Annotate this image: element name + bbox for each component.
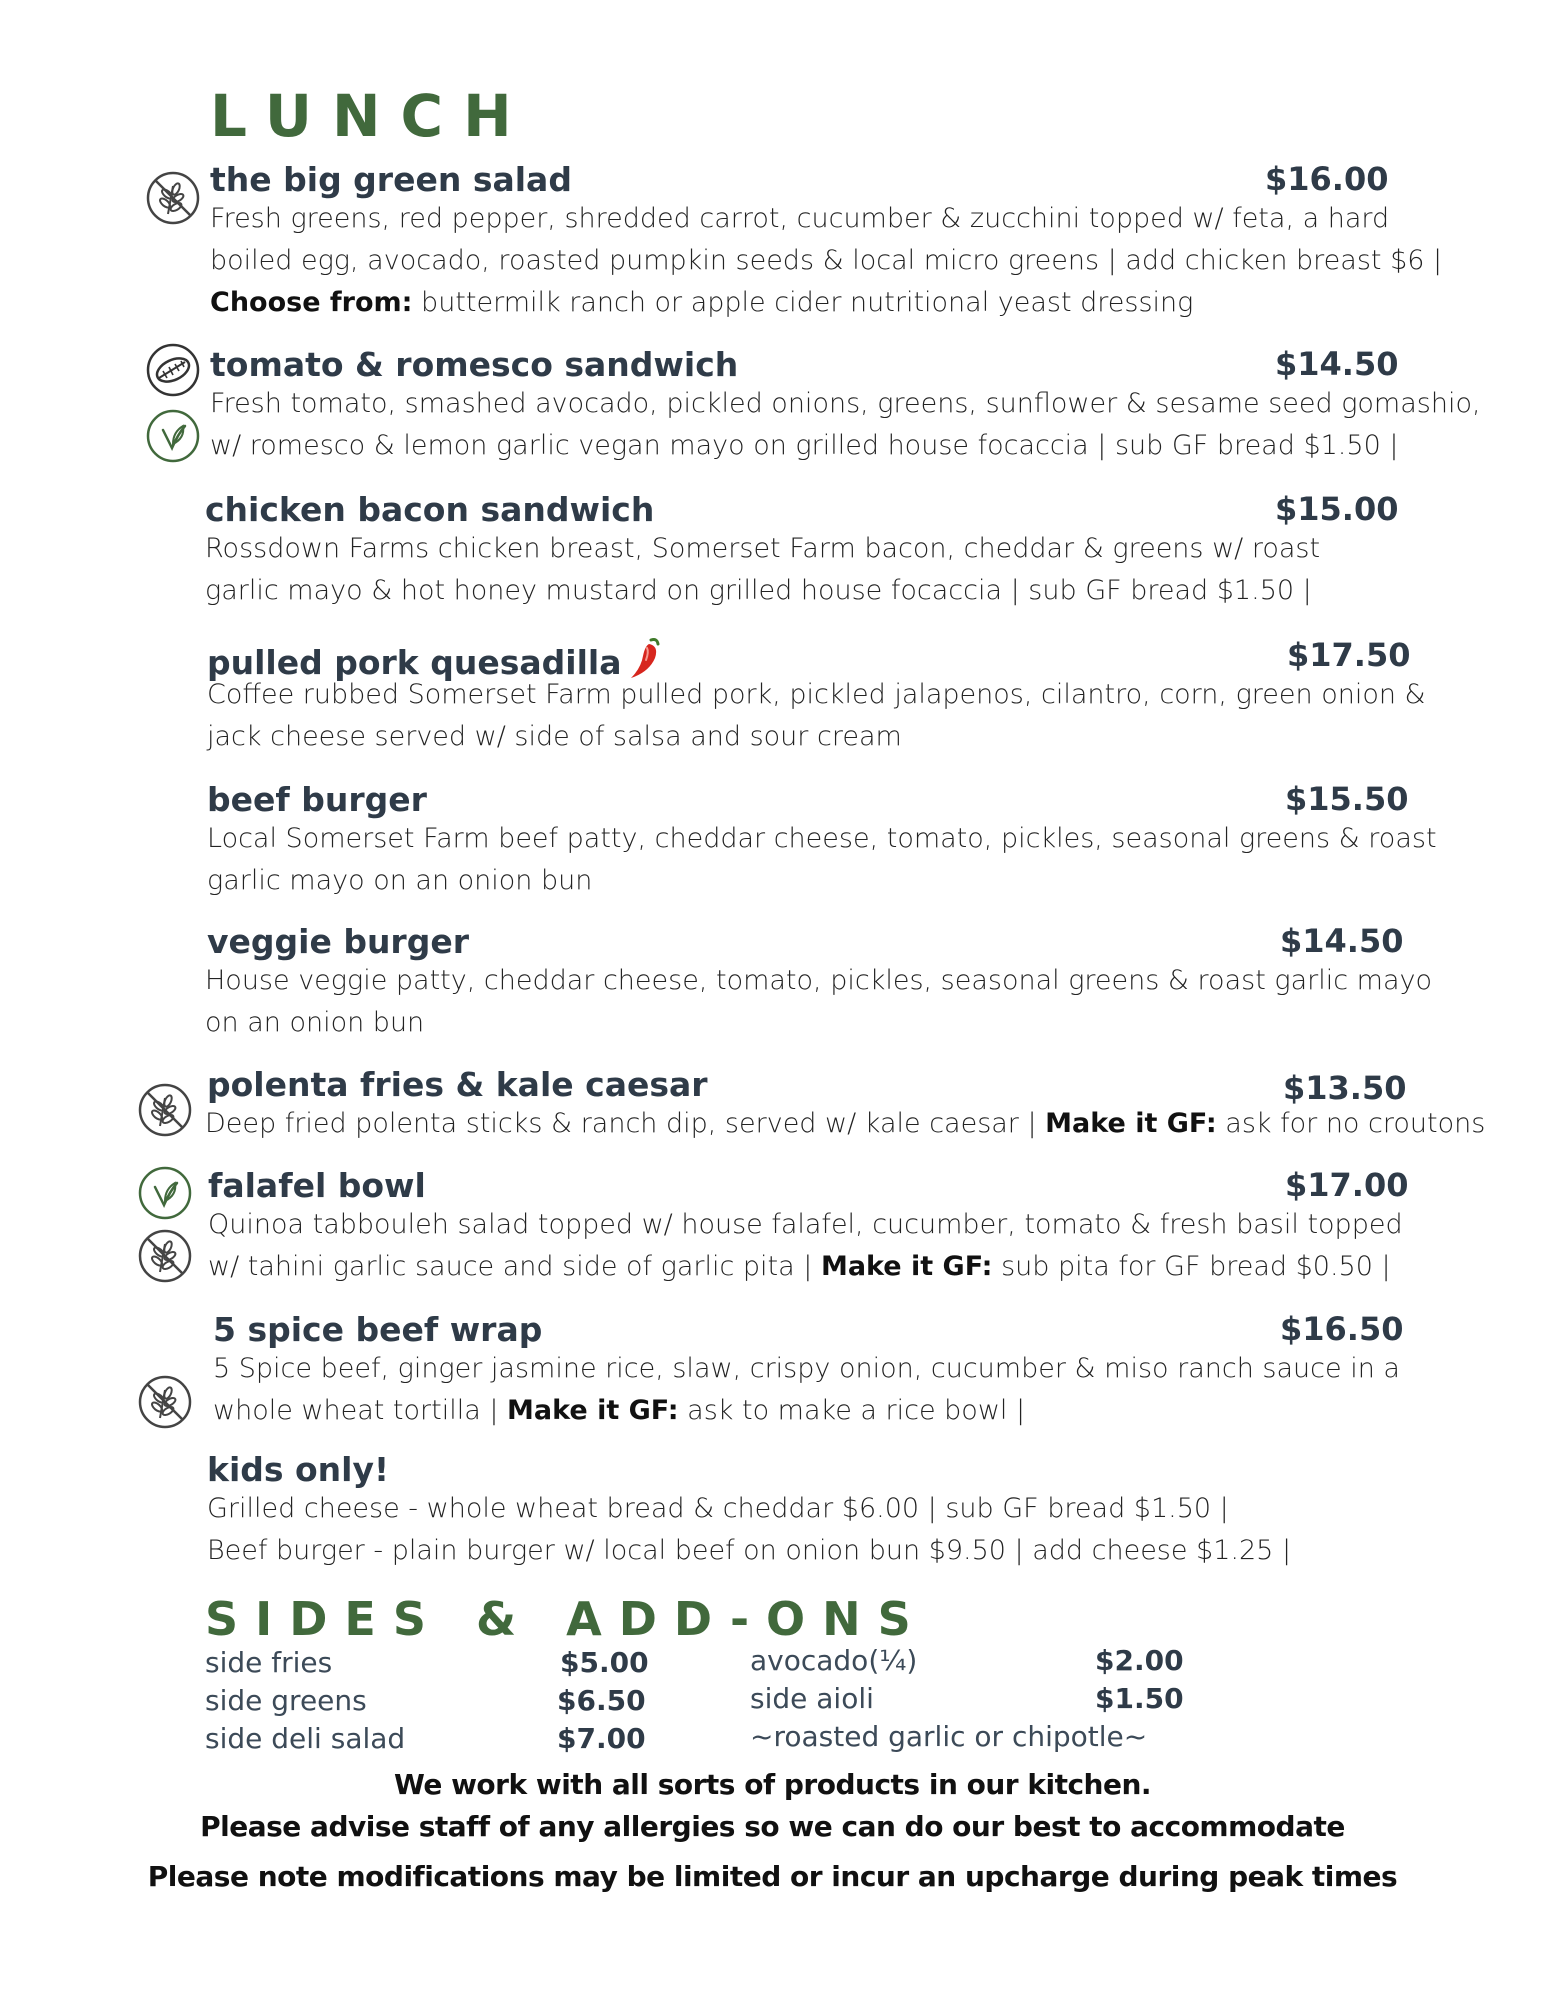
- item-desc-line: 5 Spice beef, ginger jasmine rice, slaw, crispy onion, cucumber & miso ranch sauce in a: [213, 1353, 1400, 1384]
- item-desc-line: whole wheat tortilla |: [213, 1395, 508, 1426]
- item-desc-line: Fresh greens, red pepper, shredded carrot, cucumber & zucchini topped w/ feta, a hard: [210, 203, 1390, 234]
- item-desc-line: garlic mayo on an onion bun: [207, 865, 593, 896]
- make-it-gf-label: Make it GF:: [1045, 1108, 1217, 1139]
- dressing-options: buttermilk ranch or apple cider nutritional yeast dressing: [412, 287, 1194, 318]
- make-it-gf-label: Make it GF:: [820, 1251, 993, 1282]
- item-desc-line: garlic mayo & hot honey mustard on grilled house focaccia | sub GF bread $1.50 |: [205, 575, 1312, 606]
- side-item: [205, 1646, 649, 1679]
- item-title: 5 spice beef wrap: [213, 1310, 543, 1349]
- choose-from-label: Choose from:: [210, 287, 413, 318]
- item-price: $17.50: [1287, 636, 1411, 674]
- item-desc-line: Fresh tomato, smashed avocado, pickled onions, greens, sunflower & sesame seed gomashio,: [210, 388, 1481, 419]
- menu-item-pulled-pork-quesadilla: [207, 636, 1426, 758]
- item-desc-line: w/ romesco & lemon garlic vegan mayo on grilled house focaccia | sub GF bread $1.50 |: [210, 430, 1399, 461]
- item-title: chicken bacon sandwich: [205, 490, 655, 529]
- side-item: [205, 1684, 646, 1717]
- side-name: avocado(¼): [750, 1644, 918, 1677]
- item-title: polenta fries & kale caesar: [207, 1065, 708, 1104]
- item-title: veggie burger: [207, 922, 469, 961]
- menu-item-tomato-romesco: [210, 345, 1481, 467]
- menu-item-chicken-bacon: [205, 490, 1399, 612]
- side-price: $6.50: [557, 1684, 646, 1717]
- side-name: side aioli: [750, 1682, 874, 1715]
- menu-item-veggie-burger: [205, 922, 1432, 1044]
- item-desc-line: on an onion bun: [205, 1007, 425, 1038]
- vegan-icon: [145, 408, 201, 464]
- item-desc-line: w/ tahini garlic sauce and side of garlic pita |: [208, 1251, 821, 1282]
- sides-heading: SIDES & ADD-ONS: [205, 1592, 928, 1646]
- menu-item-kids-only: [207, 1450, 1397, 1572]
- gluten-free-icon: [137, 1082, 193, 1138]
- side-item: [750, 1644, 1184, 1677]
- side-name: ~roasted garlic or chipotle~: [750, 1720, 1148, 1753]
- spicy-pepper-icon: [627, 636, 663, 680]
- item-title: beef burger: [207, 780, 427, 819]
- menu-item-big-green-salad: [210, 160, 1443, 324]
- item-desc-line: Coffee rubbed Somerset Farm pulled pork, pickled jalapenos, cilantro, corn, green onion &: [207, 679, 1426, 710]
- item-title: the big green salad: [210, 160, 572, 199]
- item-price: $15.00: [1275, 490, 1399, 528]
- item-desc-line: Beef burger - plain burger w/ local beef on onion bun $9.50 | add cheese $1.25 |: [207, 1535, 1292, 1566]
- gf-note: sub pita for GF bread $0.50 |: [992, 1251, 1391, 1282]
- side-price: $2.00: [1095, 1644, 1184, 1677]
- item-desc-line: jack cheese served w/ side of salsa and sour cream: [207, 721, 902, 752]
- side-name: side deli salad: [205, 1722, 406, 1755]
- item-title: falafel bowl: [208, 1166, 426, 1205]
- side-price: $1.50: [1095, 1682, 1184, 1715]
- make-it-gf-label: Make it GF:: [507, 1395, 679, 1426]
- menu-item-falafel-bowl: [208, 1166, 1409, 1288]
- item-title: kids only!: [207, 1450, 390, 1489]
- item-desc-line: Quinoa tabbouleh salad topped w/ house falafel, cucumber, tomato & fresh basil topped: [208, 1209, 1403, 1240]
- footer-note: Please advise staff of any allergies so we can do our best to accommodate: [200, 1810, 1345, 1843]
- side-name: side greens: [205, 1684, 367, 1717]
- side-item: [750, 1720, 1147, 1753]
- vegan-icon: [137, 1165, 193, 1221]
- item-desc-line: Local Somerset Farm beef patty, cheddar cheese, tomato, pickles, seasonal greens & roast: [207, 823, 1437, 854]
- item-desc-line: boiled egg, avocado, roasted pumpkin seeds & local micro greens | add chicken breast $6 |: [210, 245, 1443, 276]
- footer-note: We work with all sorts of products in our kitchen.: [393, 1768, 1152, 1801]
- item-desc-line: Deep fried polenta sticks & ranch dip, served w/ kale caesar |: [205, 1108, 1046, 1139]
- item-price: $14.50: [1275, 345, 1399, 383]
- gf-note: ask for no croutons: [1216, 1108, 1486, 1139]
- gf-note: ask to make a rice bowl |: [678, 1395, 1026, 1426]
- side-item: [205, 1722, 646, 1755]
- dairy-free-icon: [145, 342, 201, 398]
- item-price: $15.50: [1285, 780, 1409, 818]
- footer-note: Please note modifications may be limited or incur an upcharge during peak times: [147, 1860, 1398, 1893]
- menu-item-beef-burger: [207, 780, 1437, 902]
- gluten-free-icon: [137, 1228, 193, 1284]
- item-price: $17.00: [1285, 1166, 1409, 1204]
- side-item: [750, 1682, 1184, 1715]
- item-price: $13.50: [1283, 1069, 1407, 1107]
- menu-item-polenta-fries: [205, 1065, 1486, 1145]
- side-price: $5.00: [560, 1646, 649, 1679]
- item-title: tomato & romesco sandwich: [210, 345, 739, 384]
- menu-item-5-spice-beef-wrap: [213, 1310, 1403, 1432]
- side-price: $7.00: [557, 1722, 646, 1755]
- gluten-free-icon: [137, 1374, 193, 1430]
- gluten-free-icon: [145, 170, 201, 226]
- item-title: pulled pork quesadilla: [207, 643, 622, 682]
- lunch-heading: LUNCH: [210, 82, 532, 150]
- item-price: $16.50: [1280, 1310, 1404, 1348]
- item-price: $16.00: [1265, 160, 1389, 198]
- item-desc-line: Grilled cheese - whole wheat bread & cheddar $6.00 | sub GF bread $1.50 |: [207, 1493, 1229, 1524]
- item-price: $14.50: [1280, 922, 1404, 960]
- side-name: side fries: [205, 1646, 333, 1679]
- item-desc-line: House veggie patty, cheddar cheese, tomato, pickles, seasonal greens & roast garlic mayo: [205, 965, 1432, 996]
- item-desc-line: Rossdown Farms chicken breast, Somerset Farm bacon, cheddar & greens w/ roast: [205, 533, 1321, 564]
